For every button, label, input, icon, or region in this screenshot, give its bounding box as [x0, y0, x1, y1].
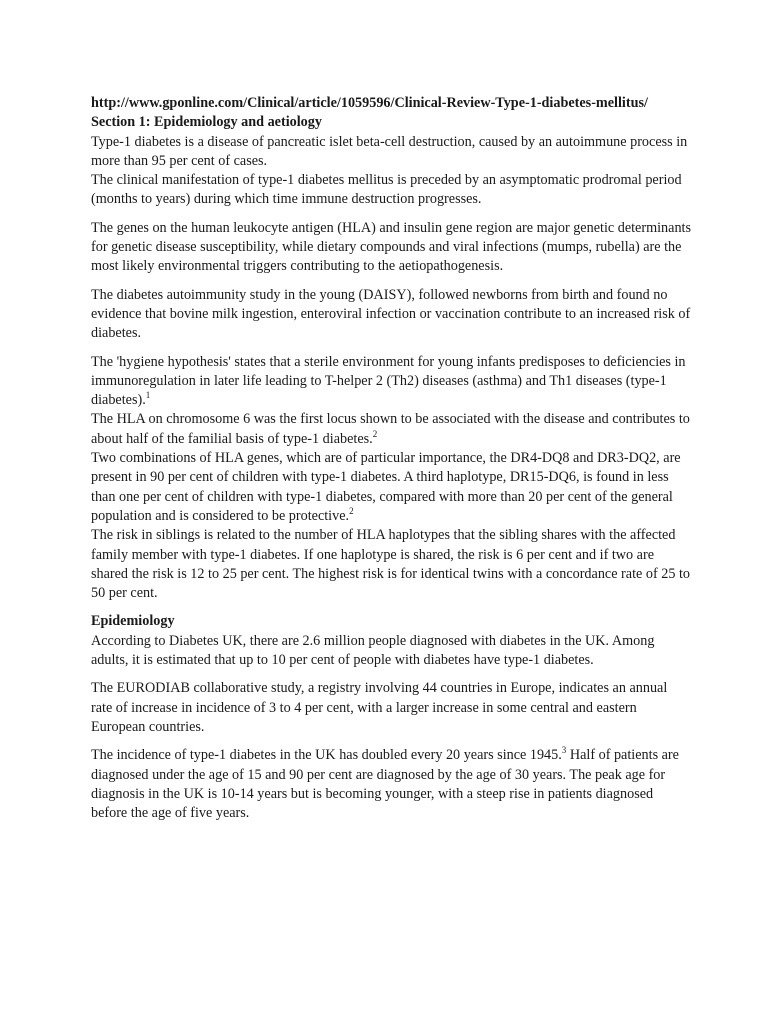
- paragraph-11: [91, 746, 691, 823]
- source-url[interactable]: http://www.gponline.com/Clinical/article/1059596/Clinical-Review-Type-1-diabetes-mellitus/: [91, 95, 648, 111]
- paragraph-11-text-a: The incidence of type-1 diabetes in the UK has doubled every 20 years since 1945.: [91, 747, 562, 764]
- paragraph-9: According to Diabetes UK, there are 2.6 million people diagnosed with diabetes in the UK. Among adults, it is estimated that up to 10 per cent of people with diabetes have type-1 diabetes.: [91, 632, 655, 669]
- paragraph-10: The EURODIAB collaborative study, a registry involving 44 countries in Europe, indicates an annual rate of increase in incidence of 3 to 4 per cent, with a larger increase in some central and eastern European countries.: [91, 680, 668, 735]
- paragraph-3: The genes on the human leukocyte antigen (HLA) and insulin gene region are major genetic determinants for genetic disease susceptibility, while dietary compounds and viral infections (mumps, rubella) are the most likely environmental triggers contributing to the aetiopathogenesis.: [91, 219, 692, 275]
- section-heading: Section 1: Epidemiology and aetiology: [91, 114, 322, 131]
- epidemiology-heading: Epidemiology: [91, 613, 175, 630]
- paragraph-11-text-b: Half of patients are diagnosed under the age of 15 and 90 per cent are diagnosed by the age of 30 years. The peak age for diagnosis in the UK is 10-14 years but is becoming younger, with a steep rise in patients diagnosed before the age of five years.: [91, 747, 679, 822]
- paragraph-7-text: Two combinations of HLA genes, which are of particular importance, the DR4-DQ8 and DR3-DQ2, are present in 90 per cent of children with type-1 diabetes. A third haplotype, DR15-DQ6, is found in less than one per cent of children with type-1 diabetes, compared with more than 20 per cent of the general population and is considered to be protective.: [91, 450, 681, 524]
- paragraph-2: The clinical manifestation of type-1 diabetes mellitus is preceded by an asymptomatic prodromal period (months to years) during which time immune destruction progresses.: [91, 172, 682, 208]
- paragraph-4: The diabetes autoimmunity study in the young (DAISY), followed newborns from birth and found no evidence that bovine milk ingestion, enteroviral infection or vaccination contribute to an increased risk of diabetes.: [91, 286, 691, 342]
- paragraph-5-text: The 'hygiene hypothesis' states that a sterile environment for young infants predisposes to deficiencies in immunoregulation in later life leading to T-helper 2 (Th2) diseases (asthma) and Th1 diseases (type-1 diabetes).: [91, 353, 686, 409]
- footnote-ref-2b: 2: [349, 505, 354, 516]
- footnote-ref-3: 3: [561, 745, 567, 756]
- footnote-ref-1: 1: [145, 390, 151, 401]
- footnote-ref-2: 2: [372, 428, 378, 439]
- document-body: [91, 94, 691, 823]
- paragraph-8: The risk in siblings is related to the number of HLA haplotypes that the sibling shares with the affected family member with type-1 diabetes. If one haplotype is shared, the risk is 6 per cent and if two are shared the risk is 12 to 25 per cent. The highest risk is for identical twins with a concordance rate of 25 to 50 per cent.: [91, 527, 690, 602]
- paragraph-6: [91, 410, 691, 449]
- paragraph-7: [91, 449, 691, 526]
- paragraph-6-text: The HLA on chromosome 6 was the first locus shown to be associated with the disease and contributes to about half of the familial basis of type-1 diabetes.: [91, 411, 690, 447]
- paragraph-5: [91, 353, 691, 411]
- paragraph-1: Type-1 diabetes is a disease of pancreatic islet beta-cell destruction, caused by an autoimmune process in more than 95 per cent of cases.: [91, 133, 688, 169]
